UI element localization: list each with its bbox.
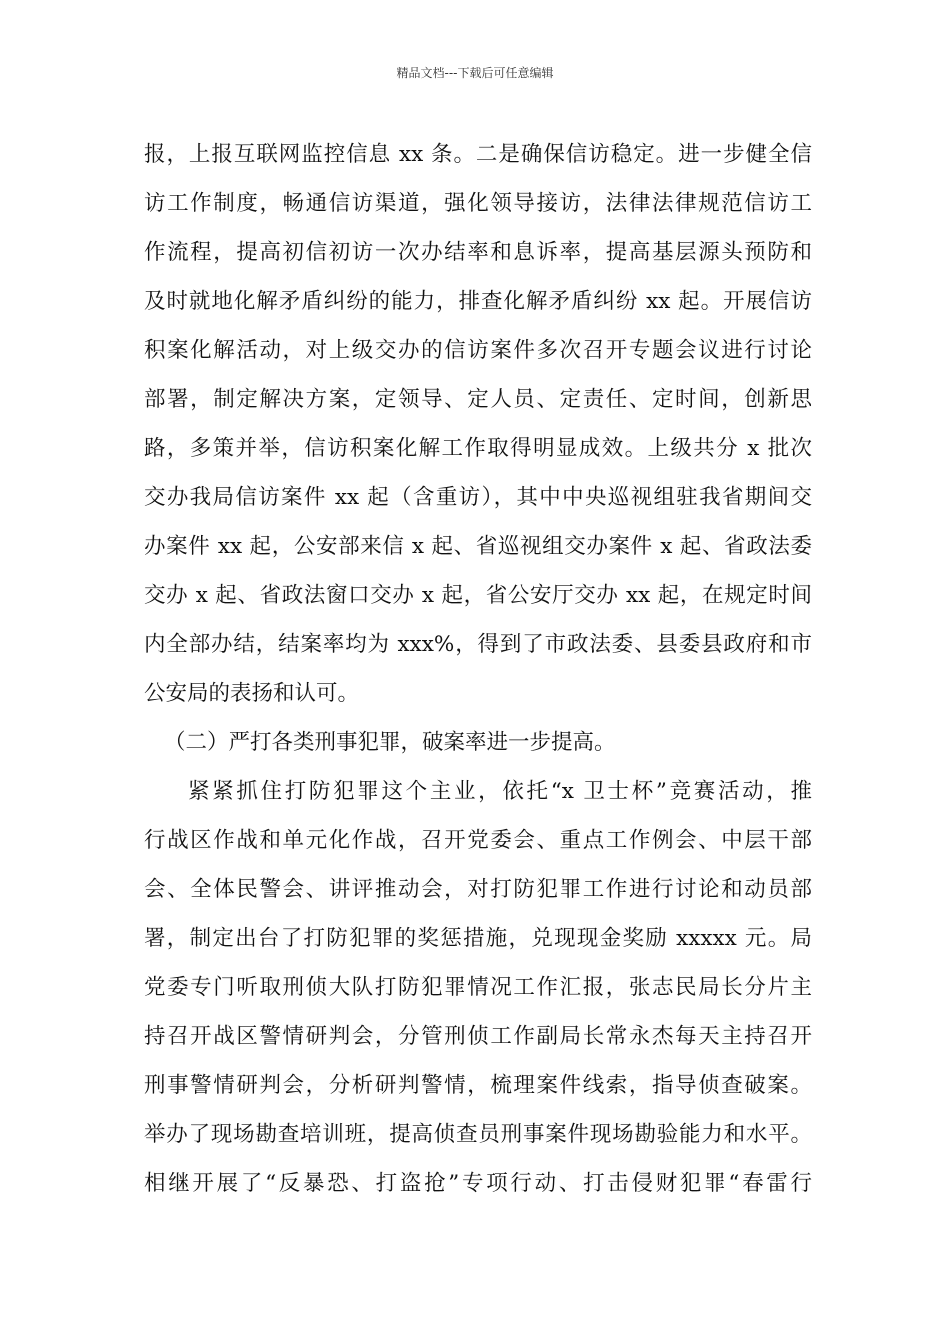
text-line: 党委专门听取刑侦大队打防犯罪情况工作汇报，张志民局长分片主 [144,975,812,1000]
text-line: 报，上报互联网监控信息 xx 条。二是确保信访稳定。进一步健全信 [144,142,812,167]
text-line: 办案件 xx 起，公安部来信 x 起、省巡视组交办案件 x 起、省政法委 [144,534,812,559]
text-line: 部署，制定解决方案，定领导、定人员、定责任、定时间，创新思 [144,387,812,412]
text-line: 交办我局信访案件 xx 起（含重访），其中中央巡视组驻我省期间交 [144,485,812,510]
text-line: 相继开展了“反暴恐、打盗抢”专项行动、打击侵财犯罪“春雷行 [144,1171,812,1196]
page-header: 精品文档---下载后可任意编辑 [396,66,554,80]
document-body [144,130,812,1208]
text-line: 持召开战区警情研判会，分管刑侦工作副局长常永杰每天主持召开 [144,1024,812,1049]
text-line: 刑事警情研判会，分析研判警情，梳理案件线索，指导侦查破案。 [144,1073,812,1098]
text-line: 署，制定出台了打防犯罪的奖惩措施，兑现现金奖励 xxxxx 元。局 [144,926,812,951]
text-line: 内全部办结，结案率均为 xxx%，得到了市政法委、县委县政府和市 [144,632,812,657]
paragraph-crime-crackdown [144,767,812,1208]
text-line: 交办 x 起、省政法窗口交办 x 起，省公安厅交办 xx 起，在规定时间 [144,583,812,608]
text-line: 行战区作战和单元化作战，召开党委会、重点工作例会、中层干部 [144,828,812,853]
text-line: 紧紧抓住打防犯罪这个主业，依托“x 卫士杯”竞赛活动，推 [188,779,812,804]
text-line: 作流程，提高初信初访一次办结率和息诉率，提高基层源头预防和 [144,240,812,265]
text-line: 访工作制度，畅通信访渠道，强化领导接访，法律法律规范信访工 [144,191,812,216]
section-heading: （二）严打各类刑事犯罪，破案率进一步提高。 [164,730,616,755]
text-line: 会、全体民警会、讲评推动会，对打防犯罪工作进行讨论和动员部 [144,877,812,902]
text-line: 路，多策并举，信访积案化解工作取得明显成效。上级共分 x 批次 [144,436,812,461]
text-line: 举办了现场勘查培训班，提高侦查员刑事案件现场勘验能力和水平。 [144,1122,812,1147]
text-line: 公安局的表扬和认可。 [144,681,360,706]
paragraph-petition-stability [144,130,812,718]
text-line: 及时就地化解矛盾纠纷的能力，排查化解矛盾纠纷 xx 起。开展信访 [144,289,812,314]
text-line: 积案化解活动，对上级交办的信访案件多次召开专题会议进行讨论 [144,338,812,363]
